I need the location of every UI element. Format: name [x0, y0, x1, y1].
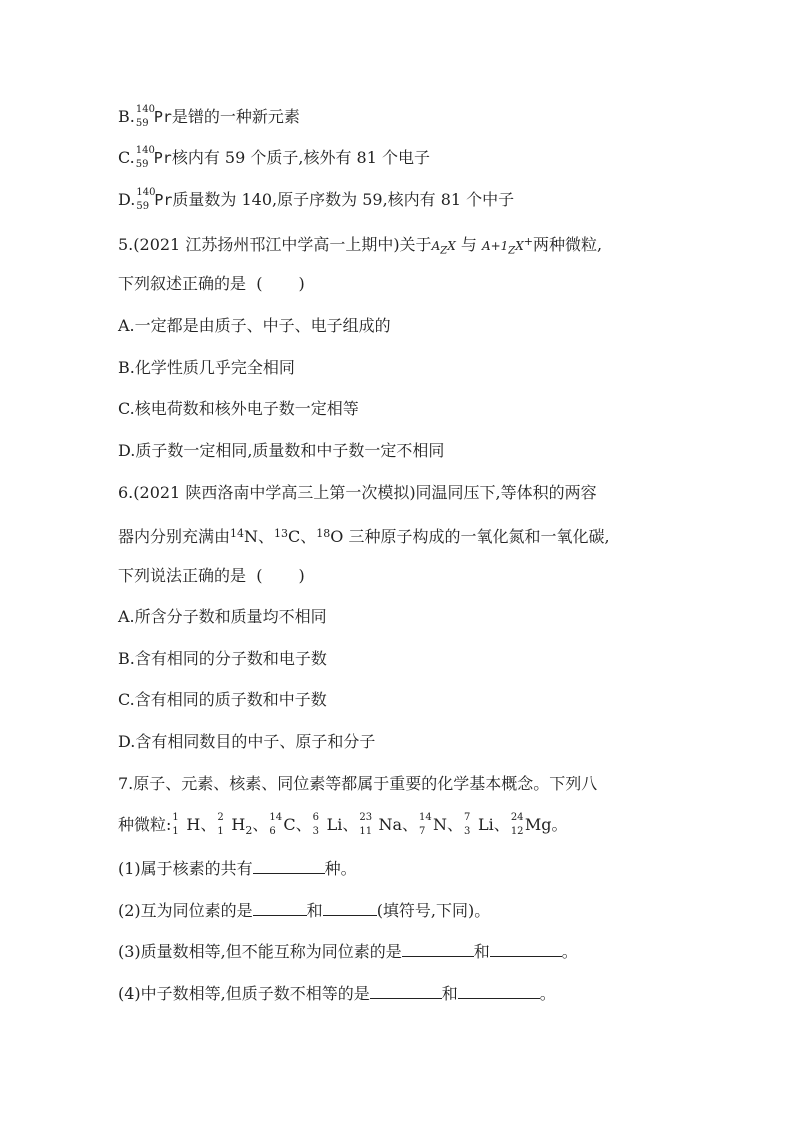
q7-sub1: (1)属于核素的共有 种。 [118, 859, 357, 878]
q5-stem-line2: 下列叙述正确的是 ( ) [118, 274, 305, 293]
nuclide-notation: 7 3 [464, 812, 471, 837]
answer-bracket[interactable]: ( ) [256, 274, 305, 293]
q5-option-b: B.化学性质几乎完全相同 [118, 358, 295, 377]
q6-stem: 6.(2021 陕西洛南中学高三上第一次模拟)同温同压下,等体积的两容 [118, 483, 597, 502]
q5-stem: 5.(2021 江苏扬州邗江中学高一上期中)关于$A_ZX$ 与 $A+1_ZX+$两种微粒, [118, 235, 603, 257]
q6-option-d: D.含有相同数目的中子、原子和分子 [118, 732, 376, 751]
nuclide-notation: 140 59 [136, 187, 156, 212]
nuclide-1: $A_ZX$ [431, 239, 456, 257]
q7-sub4: (4)中子数相等,但质子数不相等的是 和 。 [118, 984, 556, 1003]
q7-stem: 7.原子、元素、核素、同位素等都属于重要的化学基本概念。下列八 [118, 774, 598, 793]
nuclide-notation: 14 7 [419, 812, 432, 837]
q6-option-a: A.所含分子数和质量均不相同 [118, 607, 327, 626]
answer-bracket[interactable]: ( ) [256, 566, 305, 585]
q6-option-c: C.含有相同的质子数和中子数 [118, 690, 327, 709]
q4-option-b: B. 140 59 Pr是镨的一种新元素 [118, 104, 300, 129]
nuclide-notation: 6 3 [312, 812, 319, 837]
answer-blank[interactable] [323, 899, 377, 916]
nuclide-notation: 23 11 [359, 812, 373, 837]
answer-blank[interactable] [253, 899, 307, 916]
nuclide-notation: 24 12 [510, 812, 524, 837]
nuclide-2: $A+1_ZX+$ [481, 235, 534, 257]
q4-option-c: C. 140 59 Pr核内有 59 个质子,核外有 81 个电子 [118, 145, 430, 170]
answer-blank[interactable] [490, 940, 562, 957]
nuclide-notation: 2 1 [217, 812, 224, 837]
q7-sub2: (2)互为同位素的是 和 (填符号,下同)。 [118, 901, 491, 920]
nuclide-notation: 1 1 [172, 812, 179, 837]
nuclide-notation: 140 59 [135, 104, 155, 129]
q6-stem-line3: 下列说法正确的是 ( ) [118, 566, 305, 585]
answer-blank[interactable] [402, 940, 474, 957]
q7-sub3: (3)质量数相等,但不能互称为同位素的是 和 。 [118, 942, 578, 961]
nuclide-notation: 14 6 [269, 812, 283, 837]
answer-blank[interactable] [458, 982, 540, 999]
nuclide-notation: 140 59 [135, 145, 155, 170]
q5-option-a: A.一定都是由质子、中子、电子组成的 [118, 316, 391, 335]
q5-option-d: D.质子数一定相同,质量数和中子数一定不相同 [118, 441, 445, 460]
q7-particles: 种微粒: 1 1 H、 2 1 $H_2$、 14 6 C、 6 3 Li、 23 11 Na、 14 7 N、 7 3 Li、 24 12 Mg。 [118, 812, 568, 838]
q6-stem-line2: 器内分别充满由$^{14}$N、$^{13}$C、$^{18}$O 三种原子构成的一氧化氮和一氧化碳, [118, 527, 610, 546]
answer-blank[interactable] [253, 857, 325, 874]
answer-blank[interactable] [370, 982, 442, 999]
q6-option-b: B.含有相同的分子数和电子数 [118, 649, 327, 668]
q5-option-c: C.核电荷数和核外电子数一定相等 [118, 399, 359, 418]
q4-option-d: D. 140 59 Pr质量数为 140,原子序数为 59,核内有 81 个中子 [118, 187, 515, 212]
